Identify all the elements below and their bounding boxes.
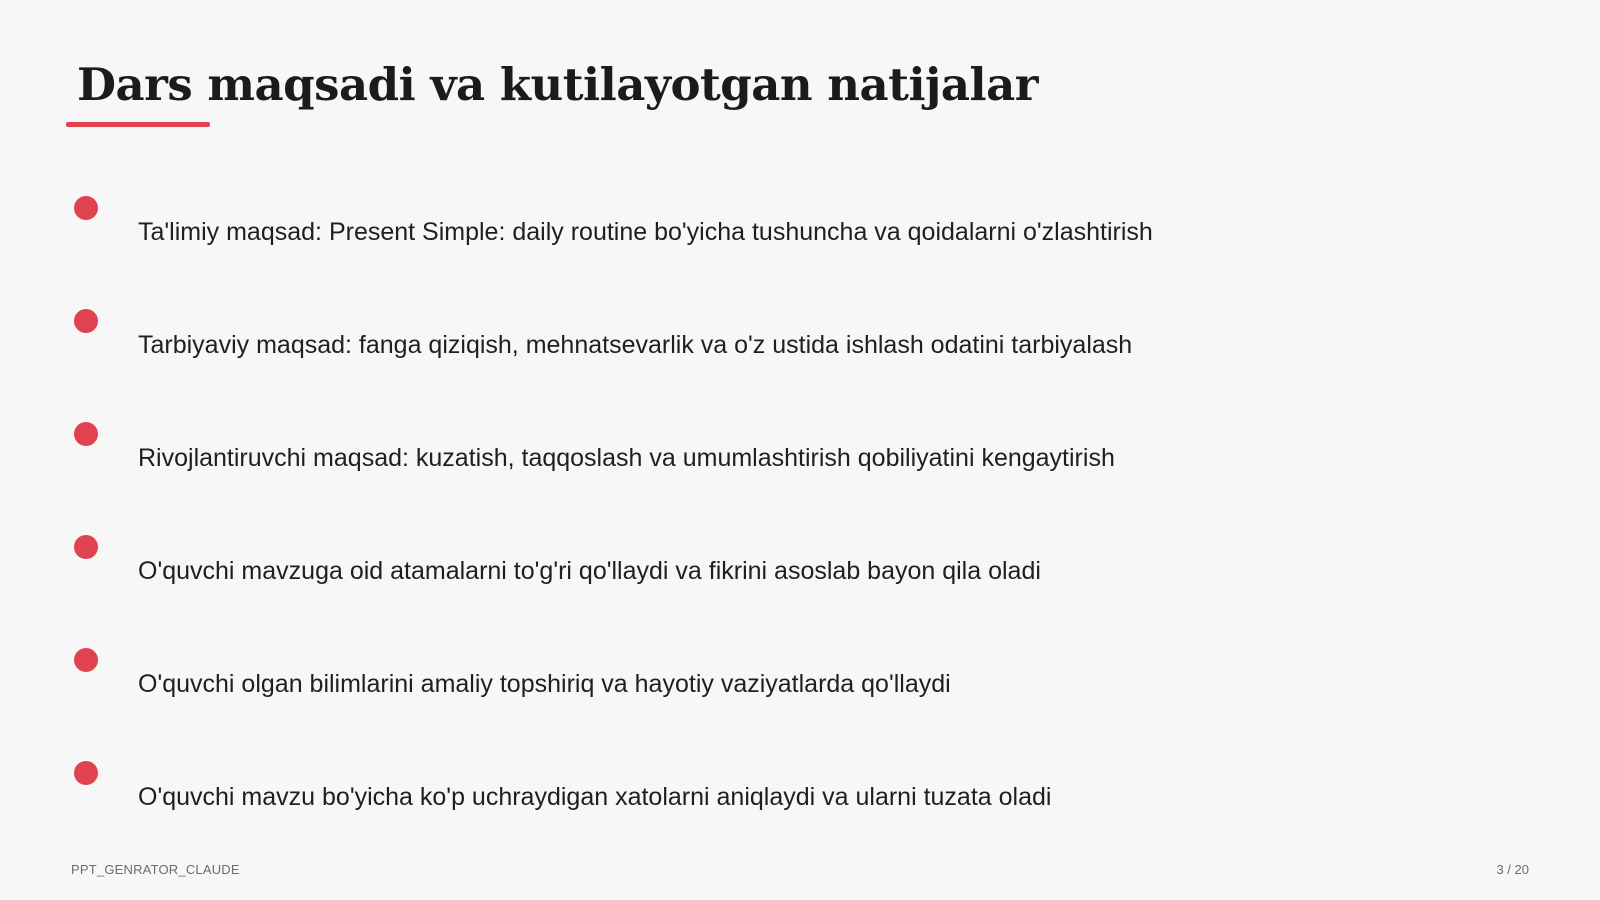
bullet-text: Rivojlantiruvchi maqsad: kuzatish, taqqoslash va umumlashtirish qobiliyatini kengaytirish xyxy=(138,444,1115,472)
bullet-item xyxy=(0,535,1600,615)
bullet-text: O'quvchi mavzuga oid atamalarni to'g'ri qo'llaydi va fikrini asoslab bayon qila oladi xyxy=(138,557,1041,585)
bullet-dot xyxy=(74,761,98,785)
page-number: 3 / 20 xyxy=(1496,862,1529,877)
slide-title: Dars maqsadi va kutilayotgan natijalar xyxy=(77,58,1038,111)
footer-label: PPT_GENRATOR_CLAUDE xyxy=(71,862,240,877)
bullet-item xyxy=(0,196,1600,276)
bullet-text: O'quvchi mavzu bo'yicha ko'p uchraydigan xatolarni aniqlaydi va ularni tuzata oladi xyxy=(138,783,1052,811)
bullet-item xyxy=(0,309,1600,389)
bullet-dot xyxy=(74,309,98,333)
bullet-text: Ta'limiy maqsad: Present Simple: daily routine bo'yicha tushuncha va qoidalarni o'zlashtirish xyxy=(138,218,1153,246)
bullet-item xyxy=(0,648,1600,728)
bullet-dot xyxy=(74,535,98,559)
bullet-dot xyxy=(74,196,98,220)
bullet-dot xyxy=(74,422,98,446)
bullet-item xyxy=(0,761,1600,841)
bullet-item xyxy=(0,422,1600,502)
bullet-text: O'quvchi olgan bilimlarini amaliy topshiriq va hayotiy vaziyatlarda qo'llaydi xyxy=(138,670,951,698)
bullet-dot xyxy=(74,648,98,672)
bullet-text: Tarbiyaviy maqsad: fanga qiziqish, mehnatsevarlik va o'z ustida ishlash odatini tarbiyalash xyxy=(138,331,1133,359)
